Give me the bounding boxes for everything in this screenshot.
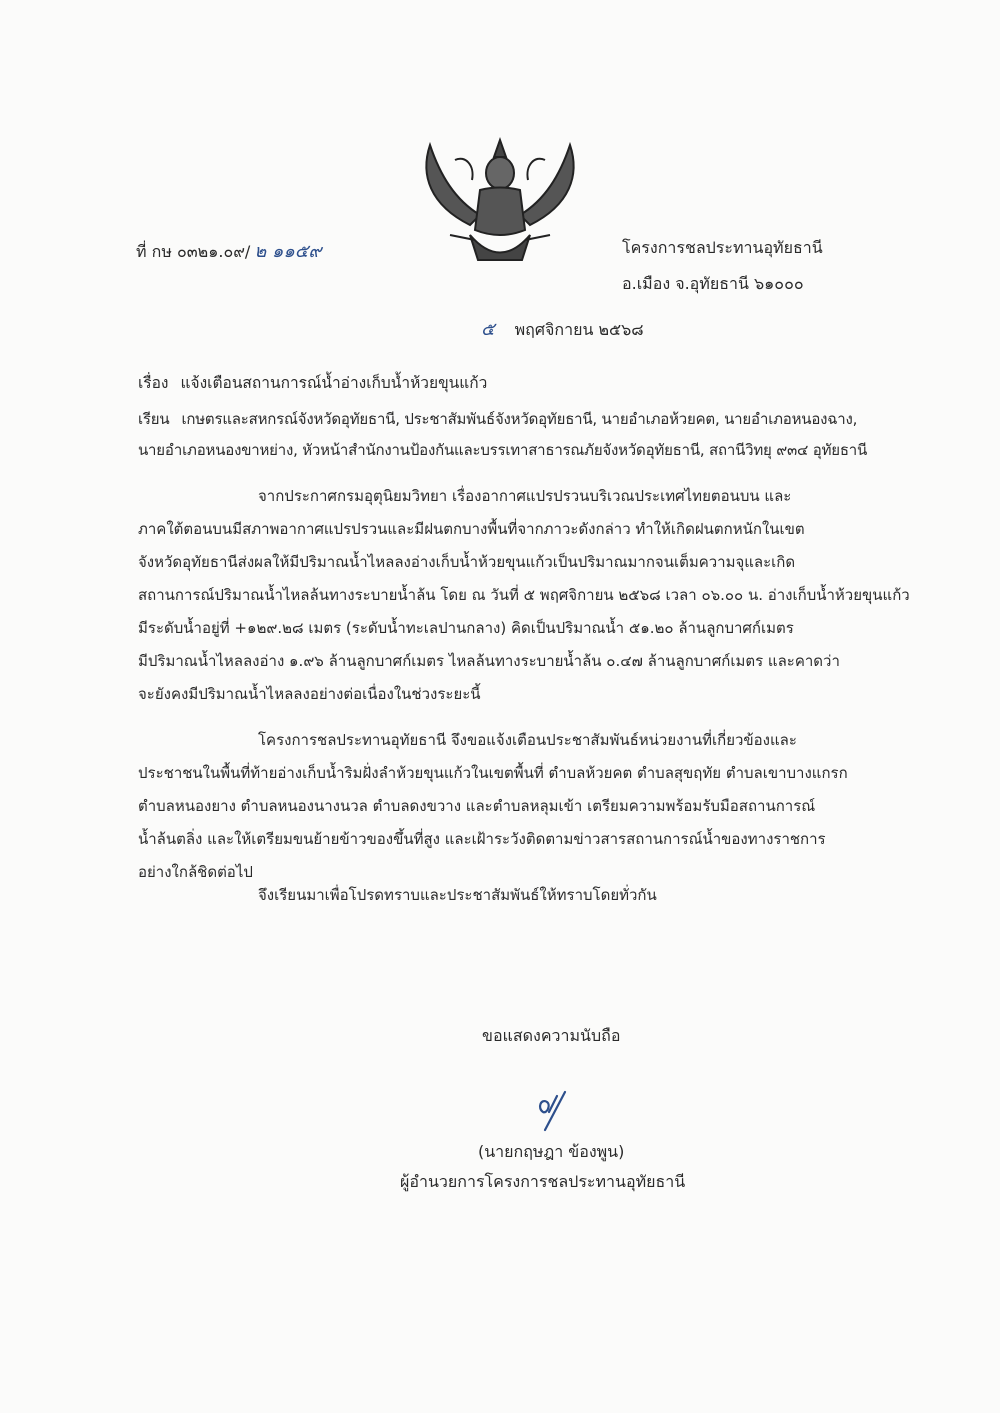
subject-label: เรื่อง	[138, 374, 169, 392]
handwritten-date-day: ๕	[481, 319, 495, 340]
closing-salutation: ขอแสดงความนับถือ	[482, 1026, 621, 1045]
paragraph-2-line: ประชาชนในพื้นที่ท้ายอ่างเก็บน้ำริมฝั่งลำห้วยขุนแก้วในเขตพื้นที่ ตำบลห้วยคต ตำบลสุขฤทัย ตำบลเขาบางแกรก	[138, 764, 848, 782]
reference-label: ที่ กษ ๐๓๒๑.๐๙/	[136, 242, 251, 261]
document-date	[481, 314, 644, 343]
paragraph-1-line: สถานการณ์ปริมาณน้ำไหลล้นทางระบายน้ำล้น โดย ณ วันที่ ๕ พฤศจิกายน ๒๕๖๘ เวลา ๐๖.๐๐ น. อ่างเก็บน้ำห้วยขุนแก้ว	[138, 586, 910, 604]
paragraph-2-line: อย่างใกล้ชิดต่อไป	[138, 863, 253, 881]
paragraph-1-line: ภาคใต้ตอนบนมีสภาพอากาศแปรปรวนและมีฝนตกบางพื้นที่จากภาวะดังกล่าว ทำให้เกิดฝนตกหนักในเขต	[138, 520, 805, 538]
organization-name: โครงการชลประทานอุทัยธานี	[622, 238, 823, 257]
paragraph-2-line: โครงการชลประทานอุทัยธานี จึงขอแจ้งเตือนประชาสัมพันธ์หน่วยงานที่เกี่ยวข้องและ	[258, 731, 797, 749]
paragraph-3: จึงเรียนมาเพื่อโปรดทราบและประชาสัมพันธ์ให้ทราบโดยทั่วกัน	[258, 886, 657, 904]
organization-address: อ.เมือง จ.อุทัยธานี ๖๑๐๐๐	[622, 274, 804, 293]
recipients-line-1	[138, 407, 857, 431]
date-month-year: พฤศจิกายน ๒๕๖๘	[514, 320, 644, 339]
subject-text: แจ้งเตือนสถานการณ์น้ำอ่างเก็บน้ำห้วยขุนแก้ว	[180, 374, 488, 392]
signatory-name: (นายกฤษฎา ข้องพูน)	[478, 1142, 625, 1161]
recipients-label: เรียน	[138, 410, 170, 428]
paragraph-2-line: ตำบลหนองยาง ตำบลหนองนางนวล ตำบลดงขวาง และตำบลหลุมเข้า เตรียมความพร้อมรับมือสถานการณ์	[138, 797, 816, 815]
garuda-emblem-icon	[410, 135, 590, 270]
subject-line	[138, 370, 487, 395]
signatory-position: ผู้อำนวยการโครงการชลประทานอุทัยธานี	[400, 1172, 686, 1191]
paragraph-1-line: มีปริมาณน้ำไหลลงอ่าง ๑.๙๖ ล้านลูกบาศก์เมตร ไหลล้นทางระบายน้ำล้น ๐.๔๗ ล้านลูกบาศก์เมตร และคาดว่า	[138, 652, 840, 670]
signature-mark-icon	[535, 1090, 575, 1135]
recipients-text-1: เกษตรและสหกรณ์จังหวัดอุทัยธานี, ประชาสัมพันธ์จังหวัดอุทัยธานี, นายอำเภอห้วยคต, นายอำเภอหนองฉาง,	[181, 410, 858, 428]
paragraph-2-line: น้ำล้นตลิ่ง และให้เตรียมขนย้ายข้าวของขึ้นที่สูง และเฝ้าระวังติดตามข่าวสารสถานการณ์น้ำของทางราชการ	[138, 830, 826, 848]
handwritten-reference-number: ๒ ๑๑๕๙	[254, 241, 322, 262]
paragraph-1-line: จะยังคงมีปริมาณน้ำไหลลงอย่างต่อเนื่องในช่วงระยะนี้	[138, 685, 481, 703]
paragraph-1-line: มีระดับน้ำอยู่ที่ +๑๒๙.๒๘ เมตร (ระดับน้ำทะเลปานกลาง) คิดเป็นปริมาณน้ำ ๕๑.๒๐ ล้านลูกบาศก์เมตร	[138, 619, 794, 637]
document-reference-number	[136, 236, 322, 265]
paragraph-1-line: จากประกาศกรมอุตุนิยมวิทยา เรื่องอากาศแปรปรวนบริเวณประเทศไทยตอนบน และ	[258, 487, 792, 505]
recipients-line-2: นายอำเภอหนองขาหย่าง, หัวหน้าสำนักงานป้องกันและบรรเทาสาธารณภัยจังหวัดอุทัยธานี, สถานีวิทยุ ๙๓๔ อุทัยธานี	[138, 441, 868, 459]
paragraph-1-line: จังหวัดอุทัยธานีส่งผลให้มีปริมาณน้ำไหลลงอ่างเก็บน้ำห้วยขุนแก้วเป็นปริมาณมากจนเต็มความจุและเกิด	[138, 553, 796, 571]
